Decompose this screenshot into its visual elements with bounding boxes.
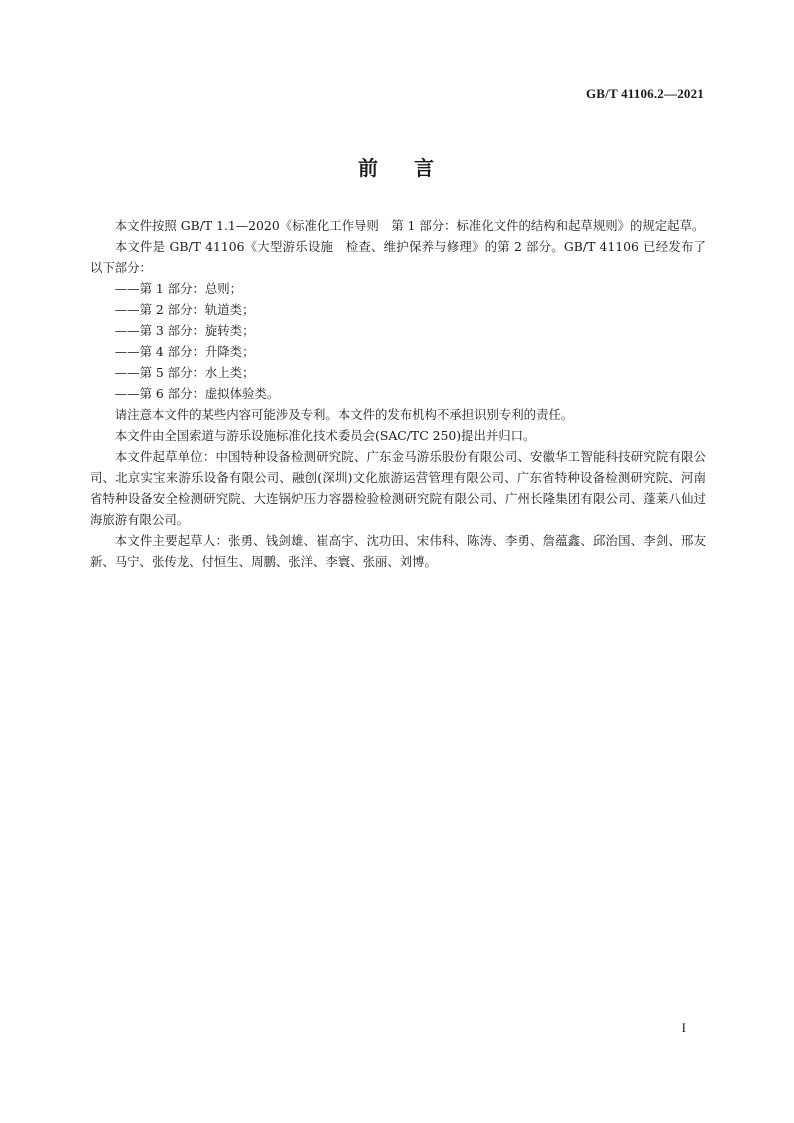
page-number: I [681, 1020, 686, 1035]
list-item-part-2: ——第 2 部分：轨道类； [114, 302, 255, 317]
list-item-part-1: ——第 1 部分：总则； [114, 281, 243, 296]
title-char-1: 前 [358, 156, 380, 180]
paragraph-drafting-units: 本文件起草单位：中国特种设备检测研究院、广东金马游乐股份有限公司、安徽华工智能科技研究院有限公司、北京实宝来游乐设备有限公司、融创(深圳)文化旅游运营管理有限公司、广东省特种设备检测研究院、河南省特种设备安全检测研究院、大连锅炉压力容器检验检测研究院有限公司、广州长隆集团有限公司、蓬莱八仙过海旅游有限公司。 [90, 449, 706, 527]
foreword-body [90, 215, 706, 572]
list-item-part-3: ——第 3 部分：旋转类； [114, 323, 255, 338]
list-item-part-5: ——第 5 部分：水上类； [114, 365, 255, 380]
paragraph-patent-notice: 请注意本文件的某些内容可能涉及专利。本文件的发布机构不承担识别专利的责任。 [114, 407, 574, 422]
list-item-part-4: ——第 4 部分：升降类； [114, 344, 255, 359]
page-title [0, 152, 794, 181]
paragraph-series-intro: 本文件是 GB/T 41106《大型游乐设施 检查、维护保养与修理》的第 2 部分。GB/T 41106 已经发布了以下部分： [90, 239, 706, 275]
paragraph-drafters: 本文件主要起草人：张勇、钱剑雄、崔高宇、沈功田、宋伟科、陈涛、李勇、詹蕴鑫、邱治国、李剑、邢友新、马宁、张传龙、付恒生、周鹏、张洋、李寰、张丽、刘博。 [90, 533, 706, 569]
list-item-part-6: ——第 6 部分：虚拟体验类。 [114, 386, 280, 401]
paragraph-drafting-rules: 本文件按照 GB/T 1.1—2020《标准化工作导则 第 1 部分：标准化文件的结构和起草规则》的规定起草。 [114, 218, 705, 233]
title-char-2: 言 [414, 156, 436, 180]
paragraph-proposer: 本文件由全国索道与游乐设施标准化技术委员会(SAC/TC 250)提出并归口。 [114, 428, 536, 443]
standard-number: GB/T 41106.2—2021 [585, 86, 704, 101]
